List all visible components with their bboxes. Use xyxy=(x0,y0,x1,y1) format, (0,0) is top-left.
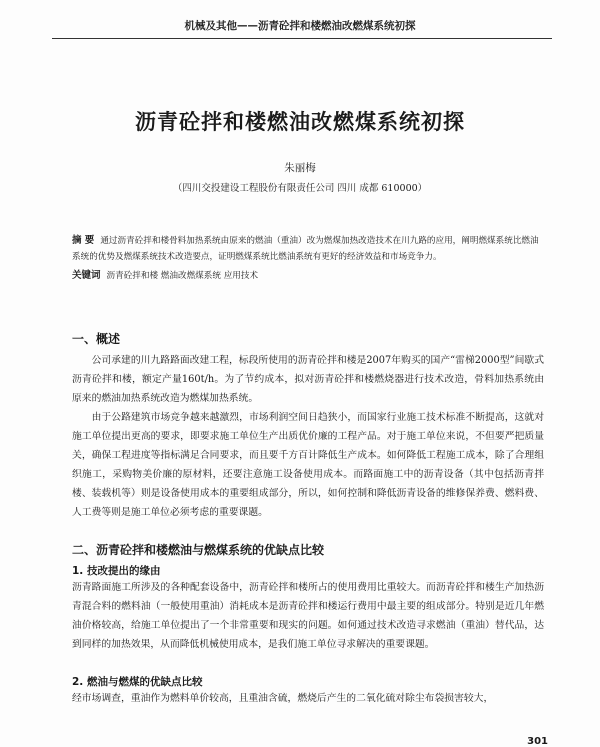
paragraph: 经市场调查，重油作为燃料单价较高，且重油含硫，燃烧后产生的二氧化硫对除尘布袋损害较大， xyxy=(72,693,494,704)
section-overview-body xyxy=(72,351,544,522)
author: 朱丽梅 xyxy=(284,162,316,174)
affiliation: （四川交投建设工程股份有限责任公司 四川 成都 610000） xyxy=(172,183,428,194)
section-heading-overview: 一、概述 xyxy=(72,332,121,346)
paragraph: 公司承建的川九路路面改建工程，标段所使用的沥青砼拌和楼是2007年购买的国产“雷梯2000型”间歇式沥青砼拌和楼，额定产量160t/h。为了节约成本，拟对沥青砼拌和楼燃烧器进行技术改造，骨料加热系统由原来的燃油加热系统改造为燃煤加热系统。 xyxy=(72,355,544,404)
paragraph: 由于公路建筑市场竞争越来越激烈，市场利润空间日趋狭小，而国家行业施工技术标准不断提高，这就对施工单位提出更高的要求，即要求施工单位生产出质优价廉的工程产品。对于施工单位来说，不但要严把质量关，确保工程进度等指标满足合同要求，而且要千方百计降低生产成本。如何降低工程施工成本，除了合理组织施工，采购物美价廉的原材料，还要注意施工设备使用成本。而路面施工中的沥青设备（其中包括沥青拌楼、装载机等）则是设备使用成本的重要组成部分，所以，如何控制和降低沥青设备的维修保养费、燃料费、人工费等则是施工单位必须考虑的重要课题。 xyxy=(72,412,544,518)
header-rule xyxy=(52,38,552,39)
page-number: 301 xyxy=(527,736,548,747)
subsection-comparison-body xyxy=(72,689,544,708)
abstract xyxy=(72,233,542,265)
paper-title: 沥青砼拌和楼燃油改燃煤系统初探 xyxy=(135,110,465,134)
section-heading-comparison: 二、沥青砼拌和楼燃油与燃煤系统的优缺点比较 xyxy=(72,543,325,557)
keywords-label: 关键词 xyxy=(72,270,101,281)
subsection-reason-body xyxy=(72,578,544,654)
subsection-heading-reason: 1. 技改提出的缘由 xyxy=(72,565,161,577)
paragraph: 沥青路面施工所涉及的各种配套设备中，沥青砼拌和楼所占的使用费用比重较大。而沥青砼拌和楼生产加热沥青混合料的燃料油（一般使用重油）消耗成本是沥青砼拌和楼运行费用中最主要的组成部分。特别是近几年燃油价格较高，给施工单位提出了一个非常重要和现实的问题。如何通过技术改造寻求燃油（重油）替代品，达到同样的加热效果，从而降低机械使用成本，是我们施工单位寻求解决的重要课题。 xyxy=(72,582,544,650)
running-head: 机械及其他——沥青砼拌和楼燃油改燃煤系统初探 xyxy=(184,20,416,32)
subsection-heading-comparison: 2. 燃油与燃煤的优缺点比较 xyxy=(72,676,203,688)
abstract-text: 通过沥青砼拌和楼骨料加热系统由原来的燃油（重油）改为燃煤加热改造技术在川九路的应用，阐明燃煤系统比燃油系统的优势及燃煤系统技术改造要点，证明燃煤系统比燃油系统有更好的经济效益和市场竞争力。 xyxy=(72,236,539,262)
keywords-text: 沥青砼拌和楼 燃油改燃煤系统 应用技术 xyxy=(106,271,259,281)
abstract-label: 摘 要 xyxy=(72,235,95,246)
keywords xyxy=(72,267,542,281)
